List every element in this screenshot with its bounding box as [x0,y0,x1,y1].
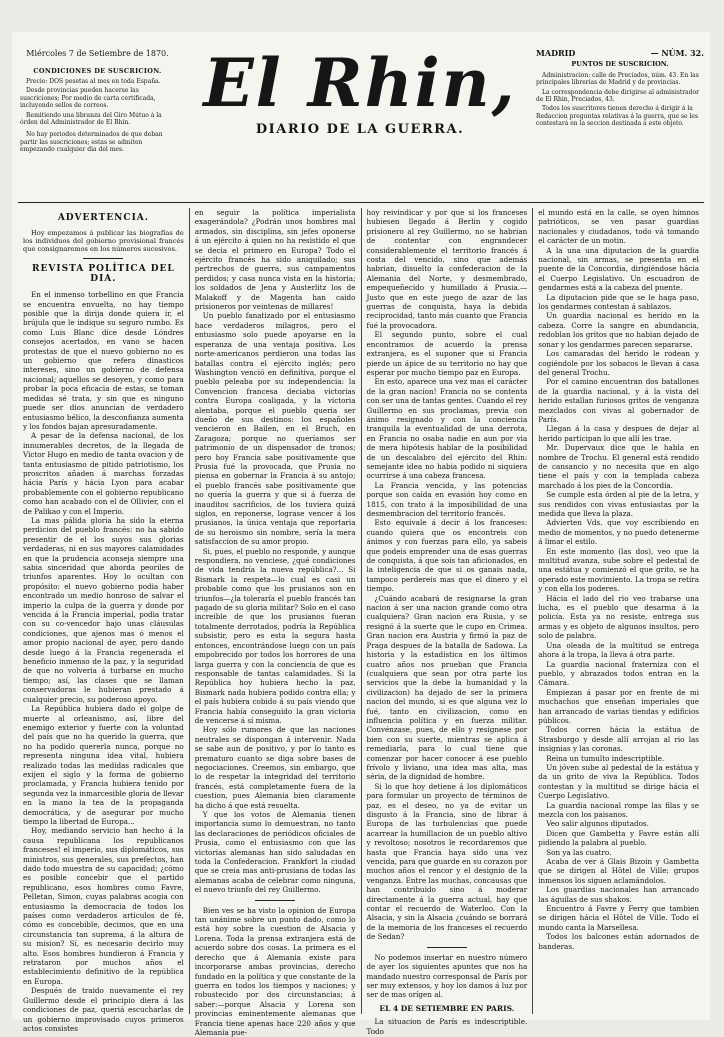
paragraph: Un jóven sube al pedestal de la estátua y da un grito de viva la República. Todos contestan y la multitud se dirige hácia el Cuerpo Legislativo. [538,762,699,801]
issue-date: Miércoles 7 de Setiembre de 1870. [26,49,169,58]
condition-item: No hay periodos determinados de que deban partir las suscriciones; estas se admiten empezando cualquier dia del mes. [20,131,163,154]
paragraph: Y que los votos de Alemania tienen importancia sumo lo demuestran, no tanto las declaraciones de periódicos oficiales de Prusia, como el entusiasmo con que las victorias alemanas han sido saludadas en toda la Confederacion. Frankfort la ciudad que se creia mas anti-prusiana de todas las alemanas acaba de celebrar como ninguna, el nuevo triunfo del rey Guillermo. [194,810,356,895]
paragraph: Una oleada de la multitud se entrega ahora á la tropa, la lleva á otra parte. [538,640,699,660]
paragraph: La República hubiera dado el golpe de muerte al orleanismo, así, libre del enemigo exterior y fuerte con la voluntad del país que no ha querido la guerra, que no ha podido quererla nunca, porque no representa ninguna idea vital, hubiera realizado todas las medidas radicales que exijen el siglo y la forma de gobierno proclamada, y Francia hubiera tenido por segunda vez la inmarcesible gloria de llevar en la mano la tea de la propaganda democrática, y de asegurar por mucho tiempo la libertad de Europa... [23,704,184,826]
paragraph: La situacion de París es indescriptible. Todo [366,1017,528,1036]
paragraph: En esto, aparece una vez mas el carácter de la gran nacion! Francia no se contenta con ser una de tantas gentes. Cuando el rey Guillermo en sus proclamas, previa con ánimo resignado y con la conciencia tranquila la eventualidad de una derrota, en Francia no osaba nadie en aun por via de mera hipótesis hablar de la posibilidad de un descalabro del ejército del Rhin: semejante idea no habia podido ni siquiera ocurrirse á una cabeza francesa. [366,377,528,481]
column-2 [190,208,362,1037]
notice-body [23,229,184,253]
newspaper-subtitle: DIARIO DE LA GUERRA. [255,122,465,137]
paragraph: Acaba de ver á Glais Bizoin y Gambetta que se dirigen al Hôtel de Ville; grupos inmensos los siguen aclamándolos. [538,857,699,885]
paragraph: La mas pálida gloria ha sido la eterna perdicion del pueblo francés: no ha sabido presentir de el los suyos sus glorias verdaderas, ni en sus mayores calamidades en que la prudencia aconseja siempre una sabia sinceridad que aborda peoriles de triunfos aparentes. Hoy lo ocultan con propósito: el nuevo gobierno podia haber encontrado un medio honroso de salvar el imperio la culpa de la guerra y donde por vencida á la Francia imperial, podia tratar con su co-vencedor bajo unas cláusulas condiciones, que ajenos mas ó menos el amor propio nacional de ayer, pero dando desde luego á la Francia regenerada el beneficio inmenso de la paz, y la seguridad de que no volveria á turbarse en mucho tiempo; así, las clases que se llaman conservadoras le hubieran prestado á cualquier precio, su poderoso apoyo. [23,515,184,704]
points-item: Administracion: calle de Preciados, núm. 43. En las principales librerías de Madrid y de provincias. [536,71,699,87]
paragraph: Los camaradas del herido le rodean y cogiéndole por los sobacos le llevan á casa del general Trochu. [538,349,699,377]
paragraph: Mr. Dupervaux dice que le habla en nombre de Trochu. El general está rendido de cansancio y no necesita que en algo tiene el país y con la templada cabeza marchado á los pies de la Concordia. [538,443,699,490]
condition-item: Precio: DOS pesetas al mes en toda España. [26,78,161,85]
issue-city: MADRID [536,48,576,58]
paragraph: La guardia nacional fraterniza con el pueblo, y abrazados todos entran en la Cámara. [538,659,699,688]
paragraph: En este momento (las dos), veo que la multitud avanza, sube sobre el pedestal de una estátua y comienzó el que grito, se ha operado este movimiento. La tropa se retira y con ella los poderes. [538,546,699,594]
column-1 [18,208,190,1033]
section-divider [83,258,123,259]
paragraph: No podemos insertar en nuestro número de ayer los siguientes apuntes que nos ha mandado nuestro corresponsal de París por ser muy extensos, y hoy los damos á luz por ser de mas orígen al. [366,952,528,1000]
issue-info [536,50,704,57]
paragraph: Todos corren hácia la estátua de Strasburgo y desde allí arrojan al rio las insignias y las coronas. [538,725,699,754]
header-right [536,50,704,130]
paragraph: La Francia vencida, y las potencias porque son caída en evasión hoy como en 1815, con trato á la imposibilidad de una desmembracion del territorio francés. [366,480,528,518]
paragraph: Todos los balcones están adornados de banderas. [538,932,699,951]
paragraph: en seguir la política imperialista exagerándola? ¿Podrán unos hombres mal armados, sin disciplina, sin jefes oponerse á un ejército á quien no ha resistido el que se decia el primero en Europa? Todo el ejército francés ha sido aniquilado; sus pertrechos de guerra, sus campamentos perdidos; y casa nunca vista en la historia; los soldados de Jena y Austerlitz los de Malakoff y de Magenta han caido prisioneros por veintenas de millares! [194,208,356,312]
paragraph: Si, pues, el pueblo no responde, y aunque respondiera, no venciese, ¿qué condiciones de vida tendría la nueva república?... Si Bismark la respeta—lo cual es casi un probable como que los prusianos son en triunfos—¿la toleraría el pueblo francés tan pagado de su gloria militar? Solo en el caso increible de que los prusianos fueran totalmente derrotados, podría la República subsistir, pero es esta la segura hasta entonces, encontrándose luego con un país empobrecido por todos los horrores de una larga guerra y con la conciencia de que es responsable de tantas calamidades. Si la República hoy hubiera hecho la paz, Bismark nada hubiera podido contra ella; y el país hubiera cobido á su país viendo que Francia había conseguido la gran victoria de vencerse á sí misma. [194,546,356,725]
points-item: Todos los suscritores tienen derecho á dirigir á la Redaccion preguntas relativas á la guerra, que se les contestará en la seccion destinada á este objeto. [536,105,699,128]
section-title: ADVERTENCIA. [57,213,149,223]
newspaper-title: El Rhin, [203,44,517,122]
points-title: PUNTOS DE SUSCRICION. [571,60,669,69]
paragraph: Si lo que hoy detiene á los diplomáticos para formular un proyecto de términos de paz, es el deseo, no ya de evitar un disgusto á la Francia, sino de librar á Europa de las turbulencias que puede acarrear la humillacion de un pueblo altivo y revoltoso; nosotros le recordaremos que hasta que Francia haya sido una vez vencida, para que guarde en su corazon por muchos años el rencor y el designio de la venganza. Entre las muchas, concausas que han contribuido sino á moderar directamente á la guerra actual, hay que contar el recuerdo de Waterloo. Con la Alsacia, y sin la Alsacia ¿cuándo se borrará de la memoria de los franceses el recuerdo de Sedan? [366,781,528,942]
paragraph: Advierten Vds. que voy escribiendo en medio de momentos, y no puedo detenerme á limar el estilo. [538,518,699,547]
article-columns [18,208,704,1037]
paragraph: A la una una diputacion de la guardia nacional, sin armas, se presenta en el puente de la Concordia, dirigiéndose hácia el Cuerpo Legislativo. Un escuadron de gendarmes está a la cabeza del puente. [538,245,699,293]
section-title: EL 4 DE SETIEMBRE EN PARIS. [379,1003,515,1013]
paragraph: Son ya las cuatro. [546,847,612,857]
paragraph: La guardia nacional rompe las filas y se mezcla con los paisanos. [538,800,699,819]
issue-number: — NÚM. 32. [650,48,704,58]
paragraph: Un guardia nacional es herido en la cabeza. Corre la sangre en abundancia, redoblan los gritos que no habian dejado de sonar y los gendarmes parecen separarse. [538,311,699,349]
paragraph: Llegan á la casa y despues de dejar al herido participan lo que allí les trae. [538,424,699,443]
paragraph: Los guardias nacionales han arrancado las águilas de sus shakos. [538,885,699,904]
paragraph: Hoy, mediando servicio han hecho á la causa republicana los republicanos franceses! el imperio, sus diplomáticos, sus ministros, sus generales, sus prefectos, han dado todo muestra de su capacidad; ¿cómo es posible concebir que el partido republicano, esos hombres como Favre, Pelletan, Simon, cuyas palabras acogia con entusiasmo la democracia de todos los países como verdaderos articulos de fé, cómo es concebible, decimos, que en una circunstancia tan suprema, á la altura de su mision? Sí, es necesario decirlo muy alto. Esos hombres hundieron á Francia y retrataron por muchos años el establecimiento definitivo de la república en Europa. [23,826,184,986]
header-left [20,50,175,156]
paragraph: Veo salir algunos diputados. [546,819,649,829]
column-3 [362,208,534,1036]
column-4 [533,208,704,1014]
paragraph: En el inmenso torbellino en que Francia se encuentra envuelta, no hay tiempo posible que la dirija donde quiera ir, el brújula que le indique su seguro rumbo. Es como Luis Blanc dice desde Lóndres consejos acertados, en vano se hacen protestas de que el nuevo gobierno no es un gobierno que refera dinasticos intereses, sino un gobierno de defensa nacional; aquellos se desoyen, y como para probar la poca eficacia de estas, se toman medidas sé trata, y sin que es ninguno puede ser dios anuncian de verdadero entusiasmo bélico, la desconfianza aumenta y los fondos bajan apresuradamente. [23,290,184,431]
paragraph: Esto equivale á decir á los franceses: cuando quiera que os encontreis con ánimos y con fuerzas para ello, ya sabeis que podeis emprender una de esas guerras de conquista, á que sois tan aficionados, en la inteligencia de que si os ganais nada, tampoco perdereis mas que el dinero y el tiempo. [366,518,528,594]
paragraph: Dicen que Gambetta y Favre están allí pidiendo la palabra al pueblo. [538,828,699,848]
section-divider [255,900,295,901]
paragraph: hoy reivindicar y por que si los franceses hubiesen llegado á Berlin y cogido prisionero al rey Guillermo, no se habrian de contentar con engrandecer considerablemente el territorio francés á costa del vencido, sino que además habrian, disuelto la confederacion de la Alemania del Norte, y desmembrado, empequeñecido y humillado á Prusia.—Justo que en este juego de azar de las guerras de conquista, haya la debida reciprocidad, tanto más cuanto que Francia fué la provocadora. [366,208,528,330]
points-item: La correspondencia debe dirigirse al administrador de El Rhin, Preciados, 43. [536,88,700,104]
paragraph: Después de traido nuevamente el rey Guillermo desde el principio diera á las condiciones de paz, queriá escucharlas de un gobierno improvisado cuyos primeros actos consistes [23,986,184,1033]
paragraph: Se cumple esta órden al pie de la letra, y sus rendidos con vivas entusiastas por la medida que lleva la plaza. [538,490,699,518]
paragraph: El segundo punto, sobre el cual encontramos de acuerdo la prensa extranjera, es el suponer que si Francia pierde un ápice de su territorio no hay que esperar por mucho tiempo paz en Europa. [366,330,528,377]
conditions-title: CONDICIONES DE SUSCRICION. [33,66,162,75]
paragraph: Hácia el lado del rio veo trabarse una lucha, es el pueblo que desarma á la policía. Esta ya no resiste, entrega sus armas y es objeto de algunos insultos, pero solo de palabra. [538,593,699,641]
masthead [180,46,540,137]
paragraph: ¿Cuándo acabará de resignarse la gran nacion á ser una nacion grande como otra cualquiera? Gran nacion era Rusia, y se resignó á la suerte que le cupo en Crimea. Gran nacion era Austria y firmó la paz de Praga despues de la batalla de Sadowa. La historia y la estadística en los últimos cuatro años nos prueban que Francia (cualquiera que sean por otra parte los servicios que la debe la humanidad y la civilizacion) ha dejado de ser la primera nacion del mundo, si es que alguna vez lo fué, tanto en civilizacion, como en influencia política y en fuerza militar. Convénzase, pues, de ello y resígnese por bien con su suerte, mientras se aplica á remediarla, para lo cual tiene que comenzar por hacer conocer á ese pueblo frívolo y liviano, una idea mas alta, mas séria, de la dignidad de hombre. [366,593,528,782]
paragraph: Por el camino encuentran dos batallones de la guardia nacional, y á la vista del herido estallan furiosos gritos de venganza mezclados con vivas al gobernador de París. [538,377,699,424]
paragraph: Bien ves se ha visto la opinion de Europa tan unánime sobre un punto dado, como lo está hoy sobre la cuestion de Alsacia y Lorena. Toda la prensa extranjera está de acuerdo sobre dos cosas. La primera es el derecho que á Alemania existe para incorporarse ambas provincias, derecho fundado en la política y que constante de la guerra en todos los tiempos y naciones; y robustecido por dos circunstancias; á saber:—porque Alsacia y Lorena son provincias eminentemente alemanas que Francia tiene apenas hace 220 años y que Alemania pue- [194,905,356,1037]
paragraph: Hoy sólo rumores de que las naciones neutrales se dispongan á intervenir. Nada se sabe aun de positivo, y por lo tanto es prematuro cuanto se diga sobre bases de negociaciones. Creemos, sin embargo, que lo de respetar la integridad del territorio francés, está completamente fuera de la cuestion, pues Alemania bien claramente ha dicho á que está resuelta. [194,725,356,810]
paragraph: Reina un tumulto indescriptible. [546,753,665,763]
section-title: REVISTA POLÍTICA DEL DIA. [32,264,175,284]
paragraph: Un pueblo fanatizado por el entusiasmo hace verdaderos milagros, pero el entusiasmo solo puede apoyarse en la esperanza de una ventaja positiva. Los norte-americanos perdieron una todas las batallas contra el ejército inglés; pero Washington venció en definitiva, porque el pueblo peleaba por su independencia: la Convencion francesa deciaba victorias contra Europa coaligada, y la victoria alentaba, porque el pueblo queria ser dueño de sus destinos: los españoles vencieron en Bailen, en el Bruch, en Zaragoza; porque no queríamos ser patrimonio de un dispensador de tronos; pero hoy Francia sabe positivamente que Prusia fué la provocada, que Prusia no piensa en gobernar la Francia á su antojo; el pueblo francés sabe positivamente que no quería la guerra y que si á fuerza de inauditos sacrificios, de los tuviera quizá siglos, en reponerse, lograse vencer á los prusianos, la única ventaja que reportaria de su heroismo sin nombre, sería la mera satisfaccion de su amor propio. [194,311,356,547]
condition-item: Desde provincias pueden hacerse las suscriciones: Por medio de carta certificada, incluyendo sellos de correos. [20,87,156,110]
condition-item: Remitiendo una libranza del Giro Mútuo á la órden del Administrador de El Rhin. [20,111,162,127]
conditions-list [20,78,175,154]
paragraph: La diputacion pide que se le haga paso, los gendarmes contestan á sablazos. [538,292,699,312]
paragraph: Encuentro á Favre y Ferry que tambien se dirigen hácia el Hôtel de Ville. Todo el mundo canta la Marsellesa. [538,904,699,932]
paragraph: A pesar de la defensa nacional, de los innumerables decretos, de la llegada de Victor Hugo en medio de tanta ovacion y de tanta entusiasmo de pitido patriotismo, los proscritos añaden á marchas forzadas hácia París y hácia Lyon para acabar probablemente con el gobierno republicano como han acabado con el de Ollivier, con el de Palikao y con el Imperio. [23,431,184,516]
paragraph: Hoy empezamos á publicar las biografías de los individuos del gobierno provisional francés que consignaremos en los números sucesivos. [23,229,184,254]
header-divider [18,202,704,203]
paragraph: Empiezan á pasar por en frente de mi muchachos que enseñan imperiales que han arrancado de varias tiendas y edificios públicos. [538,687,699,725]
section-divider [427,947,467,948]
newspaper-page [12,32,710,1037]
paragraph: el mundo está en la calle, se oyen himnos patrióticos, se ven pasar guardias nacionales y ciudadanos, todo vá tomando el carácter de un motin. [538,208,699,246]
